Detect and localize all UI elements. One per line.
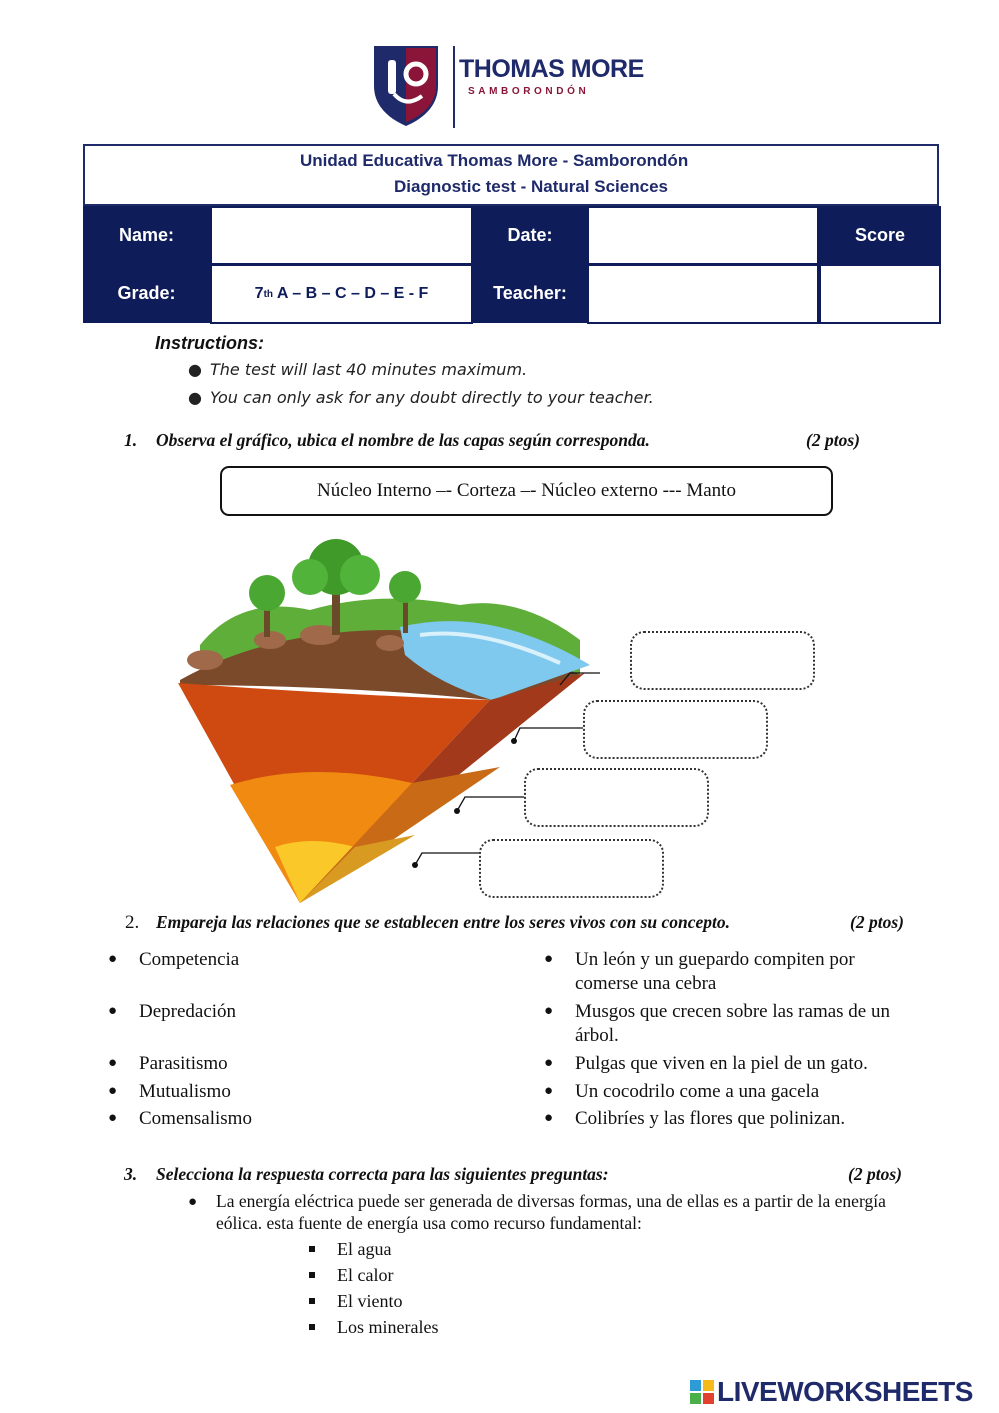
example-item: Un león y un guepardo compiten por comerse una cebra [575, 949, 855, 994]
bullet-icon: ● [188, 1194, 198, 1210]
instruction-item: ● You can only ask for any doubt directly to your teacher. [188, 388, 654, 407]
q1-text: Observa el gráfico, ubica el nombre de las capas según corresponda. [156, 430, 650, 450]
bullet-icon: ● [544, 951, 554, 967]
date-field[interactable] [587, 206, 819, 265]
score-label: Score [819, 206, 941, 264]
date-label: Date: [473, 206, 587, 264]
concept-item: Depredación [139, 1001, 237, 1022]
school-name: Unidad Educativa Thomas More - Samborondón [300, 151, 689, 170]
bullet-icon: ● [544, 1110, 554, 1126]
grade-suffix: th [263, 288, 274, 300]
bullet-icon: ● [108, 951, 118, 967]
instruction-item: ● The test will last 40 minutes maximum. [188, 360, 528, 379]
concept-item: Mutualismo [139, 1081, 231, 1102]
word-bank: Núcleo Interno –- Corteza –- Núcleo externo --- Manto [220, 466, 833, 516]
layer-answer-box-1[interactable] [630, 631, 815, 690]
q3-points: (2 ptos) [848, 1164, 902, 1184]
bullet-icon: ● [544, 1083, 554, 1099]
bullet-icon: ● [544, 1003, 554, 1019]
bullet-icon: ● [108, 1083, 118, 1099]
q2-text: Empareja las relaciones que se establecen entre los seres vivos con su concepto. [156, 912, 731, 932]
answer-option[interactable]: El calor [337, 1265, 394, 1285]
square-bullet-icon [309, 1298, 315, 1304]
concept-item: Parasitismo [139, 1053, 228, 1074]
concept-item: Competencia [139, 949, 240, 970]
school-shield-logo [372, 42, 440, 128]
q3-text: Selecciona la respuesta correcta para las siguientes preguntas: [156, 1164, 609, 1184]
score-field[interactable] [819, 264, 941, 324]
example-item: Colibríes y las flores que polinizan. [575, 1108, 846, 1129]
grade-value [210, 264, 473, 324]
teacher-label: Teacher: [473, 264, 587, 323]
bullet-icon: ● [108, 1110, 118, 1126]
instruction-text: You can only ask for any doubt directly to your teacher. [210, 388, 654, 407]
logo-name: THOMAS MORE [459, 55, 644, 83]
layer-answer-box-4[interactable] [479, 839, 664, 898]
test-title: Diagnostic test - Natural Sciences [394, 177, 668, 196]
logo-divider [453, 46, 455, 128]
grade-label: Grade: [83, 264, 210, 323]
square-bullet-icon [309, 1246, 315, 1252]
layer-answer-box-2[interactable] [583, 700, 768, 759]
square-bullet-icon [309, 1324, 315, 1330]
square-bullet-icon [309, 1272, 315, 1278]
bullet-icon: ● [108, 1003, 118, 1019]
q2-number: 2. [125, 912, 140, 933]
name-label: Name: [83, 206, 210, 264]
q3-question: La energía eléctrica puede ser generada de diversas formas, una de ellas es a partir de la energía eólica. esta fuente de energía usa como recurso fundamental: [216, 1191, 886, 1233]
layer-answer-box-3[interactable] [524, 768, 709, 827]
bullet-icon: ● [108, 1055, 118, 1071]
teacher-field[interactable] [587, 264, 819, 324]
answer-option[interactable]: El agua [337, 1239, 392, 1259]
grade-sections: A – B – C – D – E - F [273, 285, 429, 302]
q1-number: 1. [124, 430, 138, 450]
q1-points: (2 ptos) [806, 430, 860, 450]
grade-number: 7 [254, 285, 264, 302]
example-item: Musgos que crecen sobre las ramas de un árbol. [575, 1001, 890, 1046]
bullet-icon: ● [544, 1055, 554, 1071]
concept-item: Comensalismo [139, 1108, 252, 1129]
answer-option[interactable]: Los minerales [337, 1317, 439, 1337]
instruction-text: The test will last 40 minutes maximum. [210, 360, 528, 379]
logo-subtitle: SAMBORONDÓN [468, 86, 590, 97]
example-item: Pulgas que viven en la piel de un gato. [575, 1053, 868, 1074]
answer-option[interactable]: El viento [337, 1291, 403, 1311]
q3-number: 3. [124, 1164, 138, 1184]
instructions-title: Instructions: [155, 333, 265, 353]
name-field[interactable] [210, 206, 473, 265]
liveworksheets-icon [690, 1380, 714, 1404]
liveworksheets-text: LIVEWORKSHEETS [717, 1376, 973, 1407]
q2-points: (2 ptos) [850, 912, 904, 932]
liveworksheets-logo [690, 1376, 973, 1408]
example-item: Un cocodrilo come a una gacela [575, 1081, 820, 1102]
